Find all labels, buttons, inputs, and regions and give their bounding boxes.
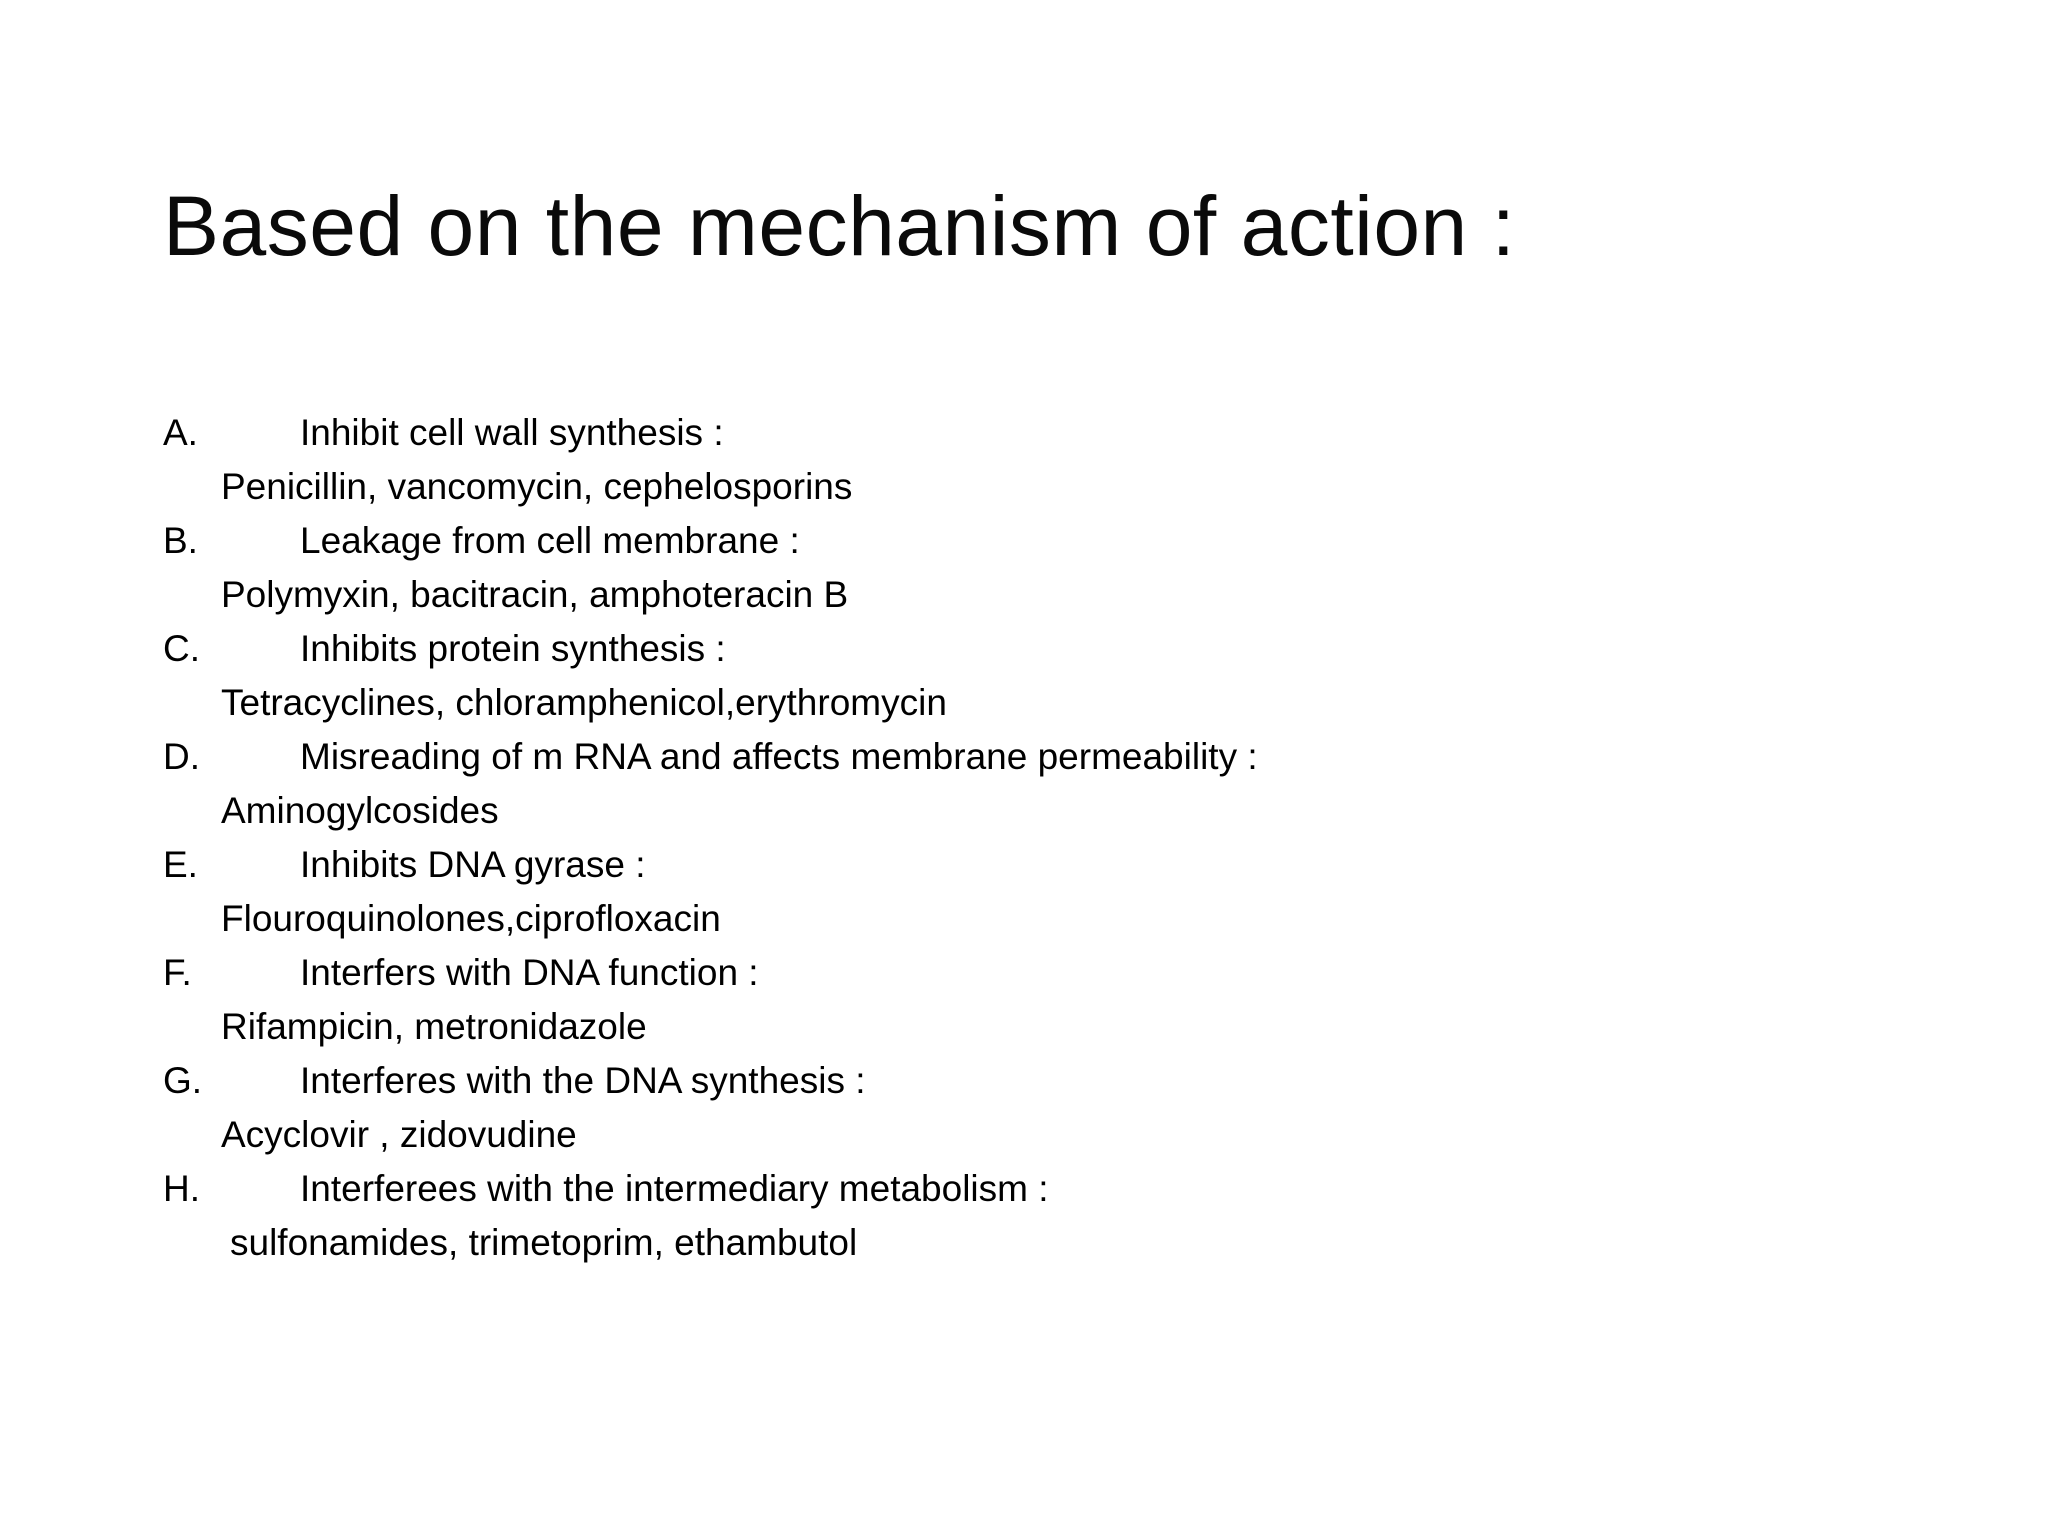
item-heading: Misreading of m RNA and affects membrane permeability :: [300, 736, 1258, 777]
item-heading: Interferes with the DNA synthesis :: [300, 1060, 866, 1101]
item-examples: Aminogylcosides: [221, 790, 499, 831]
item-heading: Inhibits DNA gyrase :: [300, 844, 646, 885]
item-heading: Interferees with the intermediary metabolism :: [300, 1168, 1049, 1209]
list-item-g: [163, 1054, 947, 1162]
mechanism-list: [163, 406, 1258, 1270]
list-item-h: [163, 1162, 1049, 1270]
list-item-a: [163, 406, 947, 514]
item-examples: sulfonamides, trimetoprim, ethambutol: [230, 1222, 858, 1263]
item-letter: C.: [163, 628, 200, 669]
item-letter: D.: [163, 736, 200, 777]
item-letter: E.: [163, 844, 198, 885]
item-heading: Leakage from cell membrane :: [300, 520, 800, 561]
item-examples: Flouroquinolones,ciprofloxacin: [221, 898, 721, 939]
item-letter: H.: [163, 1168, 200, 1209]
list-item-e: [163, 838, 947, 946]
item-heading: Inhibit cell wall synthesis :: [300, 412, 724, 453]
item-letter: A.: [163, 412, 198, 453]
item-letter: B.: [163, 520, 198, 561]
item-examples: Polymyxin, bacitracin, amphoteracin B: [221, 574, 849, 615]
item-heading: Interfers with DNA function :: [300, 952, 759, 993]
list-item-d: [163, 730, 1258, 838]
item-examples: Tetracyclines, chloramphenicol,erythromycin: [221, 682, 947, 723]
item-examples: Penicillin, vancomycin, cephelosporins: [221, 466, 853, 507]
list-item-b: [163, 514, 947, 622]
slide-title: Based on the mechanism of action :: [163, 179, 1516, 273]
item-heading: Inhibits protein synthesis :: [300, 628, 726, 669]
list-item-f: [163, 946, 947, 1054]
item-letter: G.: [163, 1060, 203, 1101]
item-letter: F.: [163, 952, 192, 993]
list-item-c: [163, 622, 947, 730]
item-examples: Rifampicin, metronidazole: [221, 1006, 647, 1047]
item-examples: Acyclovir , zidovudine: [221, 1114, 577, 1155]
